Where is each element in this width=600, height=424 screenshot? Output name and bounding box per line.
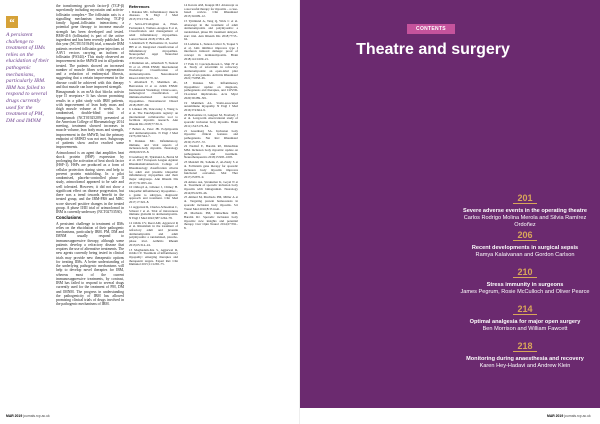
entry-authors: Ramya Kalaivanan and Gordon Carlson: [475, 251, 575, 258]
contents-entry[interactable]: [460, 299, 590, 333]
body-paragraph: 11 Aggarwal R, Charles-Schoeman C, Schessl J et al. Trial of intravenous immune globulin in dermatomyositis. N Engl J Med 2022;387:1264–78.: [129, 204, 178, 220]
section-heading: References: [129, 5, 150, 9]
entry-page-number: 206: [513, 230, 536, 241]
body-paragraph: 25 Ahmed M, Machado PM, Miller A et al. Targeting protein homeostasis in sporadic inclusion body myositis. Sci Transl Med 2016;8:331ra41.: [184, 195, 238, 211]
body-paragraph: 7 Bohan A, Peter JB. Polymyositis and dermatomyositis. N Engl J Med 1975;292:344–7.: [129, 126, 178, 139]
entry-page-number: 210: [513, 267, 536, 278]
body-paragraph: 13 Moghadam-Kia S, Aggarwal R, Oddis CV. Treatment of inflammatory myopathy: emerging therapies and therapeutic targets. Expert Rev Clin Immunol 2015;11:1265–75.: [129, 247, 178, 267]
body-paragraph: 4 Mammen AL, Allenbach Y, Stenzel W et al. 239th ENMC International Workshop: Classification of dermatomyositis. Neuromuscul Disord 2020;30:70–92.: [129, 60, 178, 80]
pullquote-text: A persistent challenge to treatment of IIMs relies on the elucidation of their pathogenic mechanisms, particularly IBM. IBM has failed to respond to several drugs currently used for the treatment of PM, DM and IMNM: [6, 32, 49, 124]
right-page: [300, 0, 600, 424]
entry-title: Monitoring during anaesthesia and recovery: [466, 356, 584, 362]
quote-mark-icon: “: [6, 16, 18, 28]
body-paragraph: 12 Oddis CV, Reed AM, Aggarwal R et al. Rituximab in the treatment of refractory adult and juvenile dermatomyositis and adult polymyositis: a randomized, placebo-phase trial. Arthritis Rheum 2013;65:314–24.: [129, 220, 178, 247]
folio-site: journals.rcp.ac.uk: [564, 414, 591, 418]
folio-right: [547, 414, 591, 418]
entry-title: Recent developments in surgical sepsis: [471, 245, 579, 251]
body-paragraph: 20 Benveniste O, Guiguet M, Freebody J et al. Long-term observational study of sporadic inclusion body myositis. Brain 2011;134:3176–84.: [184, 112, 238, 128]
body-paragraph: 19 Mammen AL. Statin-associated autoimmune myopathy. N Engl J Med 2016;374:664–9.: [184, 100, 238, 112]
entry-page-number: 218: [513, 341, 536, 352]
body-paragraph: 1 Dalakas MC. Inflammatory muscle diseases. N Engl J Med 2015;372:1734–47.: [129, 9, 178, 22]
body-paragraph: 10 Oldroyd A, Lilleker J, Chinoy H. Idiopathic inflammatory myopathies – a guide to subtypes, diagnostic approach and treatment. Clin Med 2017;17:322–8.: [129, 185, 178, 205]
folio-site: journals.rcp.ac.uk: [23, 414, 50, 418]
body-paragraph: 6 Lilleker JB, Vencovsky J, Wang G et al. The EuroMyositis registry: an international collaborative tool to facilitate myositis research. Ann Rheum Dis 2018;77:30–9.: [129, 107, 178, 127]
body-paragraph: 14 Kerola AM, Kauppi MJ. Abatacept as a successful therapy for myositis – a case-based review. Clin Rheumatol 2015;34:609–12.: [184, 4, 238, 19]
body-paragraph: 22 Naddaf E, Barohn RJ, Dimachkie MM. Inclusion body myositis: update on pathogenesis and treatment. Neurotherapeutics 2018;15:995–1005.: [184, 144, 238, 160]
body-paragraph: 18 Dalakas MC. Inflammatory myopathies: update on diagnosis, pathogenesis and therapies, and COVID-19-related implications. Acta Myol 2020;39:289–301.: [184, 81, 238, 100]
entry-title: Severe adverse events in the operating theatre: [462, 208, 588, 214]
entry-authors: Karen Hey-Hadavi and Andrew Klein: [479, 362, 571, 369]
body-paragraph: 17 Paik JJ, Casciola-Rosen L, Shin JY et al. Study of tofacitinib in refractory dermatomyositis: an open-label pilot study of ten patients. Arthritis Rheumatol 2021;73:858–65.: [184, 61, 238, 81]
body-paragraph: 26 Machado PM, Dimachkie MM, Barohn RJ. Sporadic inclusion body myositis: new insights and potential therapy. Curr Opin Neurol 2014;27:591–8.: [184, 211, 238, 231]
body-paragraph: Bimagrumab is an mAb that blocks activin type II receptors.• It has shown promising results in a pilot study with IBM patients, with improvement of lean body mass and thigh muscle volume at 8 weeks. In a randomised, double-blind trial of bimagrumab (NCT01925209) presented at the American College of Rheumatology 2014 meeting, treatment showed increases in muscle volume, lean body mass and strength, improvement in the 6MWD, but the primary endpoint of 6MWD was not met. Subgroups of patients show and/or reached some improvements.: [56, 90, 124, 150]
entry-title: Stress immunity in surgeons: [486, 282, 564, 288]
folio-left: [6, 414, 50, 418]
body-paragraph: 9 Lundberg IE, Tjärnlund A, Bottai M et al. 2017 European League Against Rheumatism/American College of Rheumatology classification criteria for adult and juvenile idiopathic inflammatory myopathies and their major subgroups. Ann Rheum Dis 2017;76:1955–64.: [129, 154, 178, 185]
pullquote: [6, 16, 50, 124]
references-column-1: [129, 4, 178, 410]
entry-page-number: 214: [513, 304, 536, 315]
folio-page: MAR 2019: [547, 414, 564, 418]
body-paragraph: 15 Tjärnlund A, Tang Q, Wick C et al. Abatacept in the treatment of adult dermatomyositis and polymyositis: a randomised, phase IIb treatment delayed-start trial. Ann Rheum Dis 2018;77:55–62.: [184, 18, 238, 42]
contents-entry[interactable]: [460, 336, 590, 370]
entry-authors: Carlos Rodrigo Molina Merola and Silvia Ramírez Ordoñez: [463, 214, 587, 228]
body-paragraph: 24 Amato AA, Sivakumar K, Goyal N et al. Treatment of sporadic inclusion body myositis with bimagrumab. Neurology 2014;83:2239–46.: [184, 179, 238, 195]
contents-entry[interactable]: [460, 188, 590, 228]
folio-page: MAR 2019: [6, 414, 23, 418]
section-heading: Conclusions: [56, 215, 82, 221]
body-paragraph: Arimoclomol is an agent that amplifies heat shock protein (HSP) expression by prolonging the activation of heat shock factor (HSF-1). HSPs are produced as a form of cellular protection during stress and help to prevent protein misfolding. In a pilot randomised, placebo-controlled phase II study, arimoclomol appeared to be safe and well tolerated. However, it did not show a significant effect on disease progression, but there was a trend towards benefit in the treated group, and the IBM-FRS and MRC score showed positive changes in the treated group. A phase II/III trial of arimoclomol in IBM is currently underway (NCT02753530).: [56, 150, 124, 214]
body-paragraph: 5 Allenbach Y, Mammen AL, Benveniste O et al. 224th ENMC International Workshop: Clinico-sero-pathological classification of immune-mediated necrotizing myopathies. Neuromuscul Disord 2018;28:87–99.: [129, 80, 178, 107]
contents-entry[interactable]: [460, 225, 590, 259]
article-column-1: [56, 4, 124, 410]
references-column-2: [184, 4, 238, 410]
body-paragraph: 3 Allenbach Y, Benveniste O, Goebel HH et al. Integrated classification of inflammatory myopathies. Neuropathol Appl Neurobiol 2017;43:62–81.: [129, 41, 178, 61]
contents-label: CONTENTS: [407, 24, 455, 34]
body-paragraph: 21 Greenberg SA. Inclusion body myositis: clinical features and pathogenesis. Nat Rev Rheumatol 2019;15:257–72.: [184, 128, 238, 144]
body-paragraph: 2 Selva-O'Callaghan A, Pinal-Fernandez I, Trallero-Araguas E et al. Classification and management of adult inflammatory myopathies. Lancet Neurol 2018;17:816–28.: [129, 21, 178, 41]
entry-page-number: 201: [513, 193, 536, 204]
body-paragraph: A persistent challenge to treatment of IIMs relies on the elucidation of their pathogenic mechanisms, particularly IBM. PM, DM and IMNM usually respond to immunosuppressive therapy, although some patients develop a refractory disease that requires the use of alternative treatments. The new agents currently being tested in clinical trials may provide new therapeutic options for treating IIMs. A better understanding of the underlying pathogenic mechanisms will help to develop novel therapies for IBM, whereas most of the current immunosuppressive treatments, by contrast, IBM has failed to respond to several drugs currently used for the treatment of PM, DM and IMNM. The progress in understanding the pathogenicity of IBM has allowed promising clinical trials of drugs involved in the pathogenic mechanisms of IBM.: [56, 221, 124, 307]
body-paragraph: 16 Ladislau L, Suárez-Calvet X, Toquet S et al. JAK inhibitor improves type I interferon induced damage: proof of concept in dermatomyositis. Brain 2018;141:1609–21.: [184, 42, 238, 61]
feature-title: Theatre and surgery: [356, 41, 510, 58]
body-paragraph: 8 Dalakas MC. Inflammatory, immune, and viral aspects of inclusion-body myositis. Neurology 2006;66:S33–8.: [129, 138, 178, 155]
body-paragraph: the transforming growth factor-β (TGF-β) superfamily including myostatin and activin-follistatin complex.• The follistatin axis is a signalling mechanism involving TGF-β family ligand–follistatin interactions; a potential gene therapy to increase muscle strength has been developed and tested. BMS-416 (follistatin) is part of the active ingredient and has been recently published. In this year (NCT01519349) trial, a muscle IBM patients received follistatin gene injections of AAV1 vectors carrying an isoform of follistatin (FS344).• This study observed an improvement in the 6MWD test in all patients treated. The patients showed an increased number of muscle fibres with regeneration and a reduction of endomysial fibrosis, suggesting that a certain improvement in the disease could be achieved with this therapy and that muscle can have improved strength.: [56, 4, 124, 89]
entry-authors: James Pegrum, Rosie McCulloch and Oliver Pearce: [460, 288, 590, 295]
contents-entry[interactable]: [460, 262, 590, 296]
entry-title: Optimal analgesia for major open surgery: [469, 319, 581, 325]
body-paragraph: 23 Mendell JR, Sahenk Z, Al-Zaidy S et al. Follistatin gene therapy for sporadic inclusion body myositis improves functional outcomes. Mol Ther 2017;25:870–9.: [184, 160, 238, 179]
entry-authors: Ben Morrison and William Fawcett: [482, 325, 568, 332]
contents-panel: [300, 0, 600, 408]
